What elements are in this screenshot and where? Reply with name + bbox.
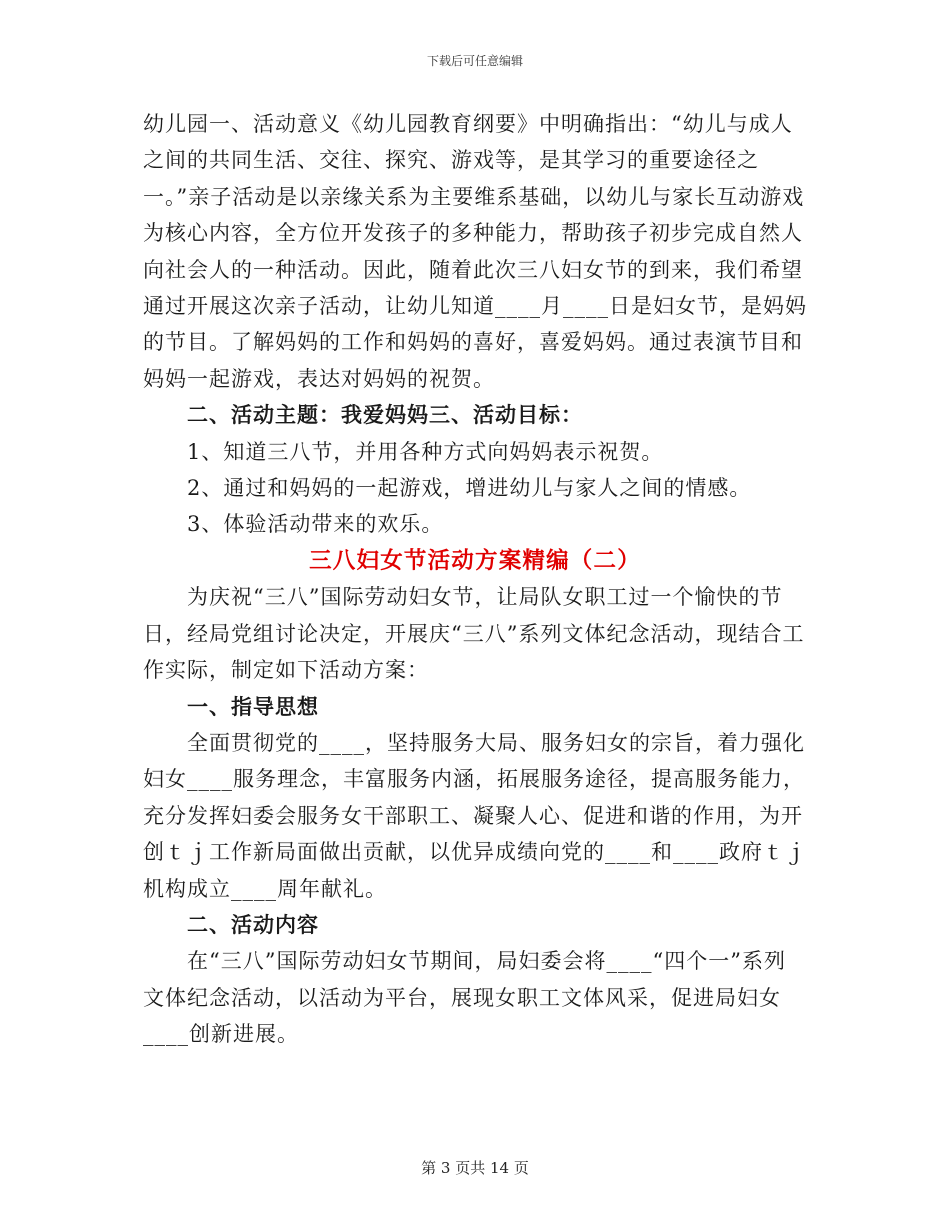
heading-activity-content: 二、活动内容 <box>187 911 319 937</box>
goal-item-1: 1、知道三八节，并用各种方式向妈妈表示祝贺。 <box>187 439 664 464</box>
heading-theme-goals: 二、活动主题：我爱妈妈三、活动目标： <box>187 402 583 428</box>
goal-item-2: 2、通过和妈妈的一起游戏，增进幼儿与家人之间的情感。 <box>187 476 752 501</box>
heading-guiding-ideology: 一、指导思想 <box>187 693 319 719</box>
page-footer: 第 3 页共 14 页 <box>421 1159 529 1177</box>
section-title: 三八妇女节活动方案精编（二） <box>309 547 641 574</box>
paragraph-activity-significance: 幼儿园一、活动意义《幼儿园教育纲要》中明确指出：“幼儿与成人之间的共同生活、交往、探究、游戏等，是其学习的重要途径之一。”亲子活动是以亲缘关系为主要维系基础，以幼儿与家长互动游戏为核心内容，全方位开发孩子的多种能力，帮助孩子初步完成自然人向社会人的一种活动。因此，随着此次三八妇女节的到来，我们希望通过开展这次亲子活动，让幼儿知道____月____日是妇女节，是妈妈的节目。了解妈妈的工作和妈妈的喜好，喜爱妈妈。通过表演节目和妈妈一起游戏，表达对妈妈的祝贺。 <box>143 112 807 391</box>
paragraph-intro: 为庆祝“三八”国际劳动妇女节，让局队女职工过一个愉快的节日，经局党组讨论决定，开展庆“三八”系列文体纪念活动，现结合工作实际，制定如下活动方案： <box>143 585 805 683</box>
goal-item-3: 3、体验活动带来的欢乐。 <box>187 512 444 537</box>
paragraph-activity-content: 在“三八”国际劳动妇女节期间，局妇委会将____“四个一”系列文体纪念活动，以活动为平台，展现女职工文体风采，促进局妇女____创新进展。 <box>143 949 786 1047</box>
document-body <box>143 106 807 1053</box>
paragraph-guiding-ideology: 全面贯彻党的____，坚持服务大局、服务妇女的宗旨，着力强化妇女____服务理念，丰富服务内涵，拓展服务途径，提高服务能力，充分发挥妇委会服务女干部职工、凝聚人心、促进和谐的作用，为开创ｔｊ工作新局面做出贡献，以优异成绩向党的____和____政府ｔｊ机构成立____周年献礼。 <box>143 730 807 901</box>
page-header: 下载后可任意编辑 <box>426 54 523 68</box>
